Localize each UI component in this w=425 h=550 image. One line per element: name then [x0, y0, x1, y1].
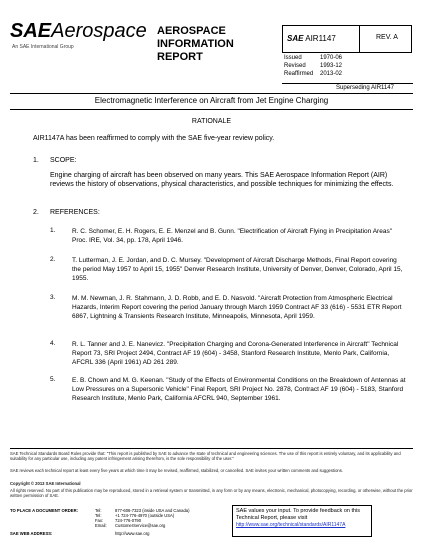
scope-heading: SCOPE:	[50, 157, 77, 164]
reference-number: 4.	[50, 340, 56, 347]
reference-number: 5.	[50, 376, 56, 383]
box-divider	[359, 26, 360, 52]
document-number	[287, 34, 336, 43]
title-line: INFORMATION	[157, 38, 234, 50]
date-value: 1970-06	[320, 55, 343, 61]
logo-brand: SAE	[10, 20, 52, 42]
reference-text: E. B. Chown and M. G. Keenan. "Study of the Effects of Environmental Conditions on the Breakdown of Antennas at Low Pressures on a Supersonic Vehicle" Final Report, SRI Project No. 2878, Contract AF 19 (604) - 5183, Stanford Research Institute, Menlo Park, California AFCRL 940, September 1961.	[72, 377, 406, 402]
feedback-link[interactable]: http://www.sae.org/technical/standards/AIR1147A	[236, 522, 346, 528]
superseding-rule	[282, 83, 413, 84]
feedback-box	[232, 505, 372, 537]
title-line: AEROSPACE	[157, 25, 226, 37]
order-label: TO PLACE A DOCUMENT ORDER:	[10, 508, 79, 513]
contact-key: Fax:	[95, 518, 104, 523]
footer-rights: All rights reserved. No part of this publication may be reproduced, stored in a retrieval system or transmitted, in any form or by any means, electronic, mechanical, photocopying, recording, or otherwise, without the prior written permission of SAE.	[10, 488, 413, 498]
feedback-text: SAE values your input. To provide feedback on this Technical Report, please visit	[236, 508, 361, 521]
references-heading: REFERENCES:	[50, 209, 100, 216]
contact-value: +1 724-776-4970 (outside USA)	[115, 513, 175, 518]
superseding-note: Superseding AIR1147	[336, 85, 394, 91]
rationale-heading: RATIONALE	[191, 118, 232, 125]
date-row	[284, 62, 414, 70]
footer-review-note: SAE reviews each technical report at least every five years at which time it may be revised, reaffirmed, stabilized, or cancelled. SAE invites your written comments and suggestions.	[10, 468, 343, 473]
logo-wordmark	[10, 20, 147, 42]
reference-text: R. C. Schomer, E. H. Rogers, E. E. Menzel and B. Gunn. "Electrification of Aircraft Flying in Precipitation Areas" Proc. IRE, Vol. 34, pp. 178, April 1946.	[72, 228, 392, 244]
reference-text: T. Lutterman, J. E. Jordan, and D. C. Mursey. "Development of Aircraft Discharge Methods, Final Report covering the period May 1957 to April 15, 1955" Denver Research Institute, University of Denver, Denver, Colorado, April 15, 1955.	[72, 257, 403, 282]
document-type-title	[157, 25, 277, 64]
document-subject: Electromagnetic Interference on Aircraft from Jet Engine Charging	[94, 96, 329, 105]
date-value: 1993-12	[320, 63, 343, 69]
rationale-text: AIR1147A has been reaffirmed to comply with the SAE five-year review policy.	[33, 135, 275, 142]
contact-key: Email:	[95, 523, 107, 528]
web-label: SAE WEB ADDRESS:	[10, 531, 53, 536]
doc-number: AIR1147	[305, 34, 336, 43]
reference-number: 2.	[50, 256, 56, 263]
footer-copyright: Copyright © 2013 SAE International	[10, 481, 81, 486]
contact-email[interactable]: CustomerService@sae.org	[115, 523, 166, 528]
logo-tagline: An SAE International Group	[12, 44, 74, 50]
web-address-row	[10, 531, 149, 536]
contact-key: Tel:	[95, 508, 102, 513]
logo-word: Aerospace	[51, 20, 147, 42]
revision-label: REV. A	[376, 34, 398, 41]
date-label: Reaffirmed	[284, 71, 314, 77]
reference-number: 1.	[50, 227, 56, 234]
reference-number: 3.	[50, 294, 56, 301]
title-line: REPORT	[157, 51, 203, 63]
scope-number: 1.	[33, 157, 39, 164]
references-number: 2.	[33, 209, 39, 216]
web-url-link[interactable]: http://www.sae.org	[115, 531, 150, 536]
footer-board-rules: SAE Technical Standards Board Rules provide that: "This report is published by SAE to advance the state of technical and engineering sciences. The use of this report is entirely voluntary, and its applicability and suitability for any particular use, including any patent infringement arising therefrom, is the sole responsibility of the user."	[10, 451, 401, 461]
sae-aerospace-logo	[10, 20, 147, 60]
order-contact-block	[10, 508, 190, 528]
date-value: 2013-02	[320, 71, 343, 77]
scope-text: Engine charging of aircraft has been observed on many years. This SAE Aerospace Information Report (AIR) reviews the history of observations, physical characteristics, and possible techniques for minimizing the effects.	[50, 172, 394, 188]
contact-row	[10, 523, 190, 528]
date-label: Issued	[284, 55, 302, 61]
subject-bottom-rule	[10, 109, 413, 110]
contact-key: Tel:	[95, 513, 102, 518]
date-row	[284, 70, 414, 78]
contact-value: 877-606-7323 (inside USA and Canada)	[115, 508, 190, 513]
contact-value: 724-776-0790	[115, 518, 142, 523]
reference-text: R. L. Tanner and J. E. Nanevicz. "Precipitation Charging and Corona-Generated Interference in Aircraft" Technical Report 73, SRI Project 2494, Contract AF 19 (604) - 3458, Stanford Research Institute, Menlo Park, California, AFCRL 336 (April 1961) AD 261 289.	[72, 341, 399, 366]
doc-prefix: SAE	[287, 34, 304, 43]
document-dates	[284, 54, 414, 78]
document-number-box	[282, 25, 412, 53]
date-row	[284, 54, 414, 62]
reference-text: M. M. Newman, J. R. Stahmann, J. D. Robb, and E. D. Nasvold. "Aircraft Protection from Atmospheric Electrical Hazards, Interim Report covering the period January through March 1959 Contract AF 33 (616) - 5531 ETR Report 6867, Lightning & Transients Research Institute, Minneapolis, Minnesota, April 1959.	[72, 295, 402, 320]
date-label: Revised	[284, 63, 306, 69]
footer-rule	[10, 448, 413, 449]
